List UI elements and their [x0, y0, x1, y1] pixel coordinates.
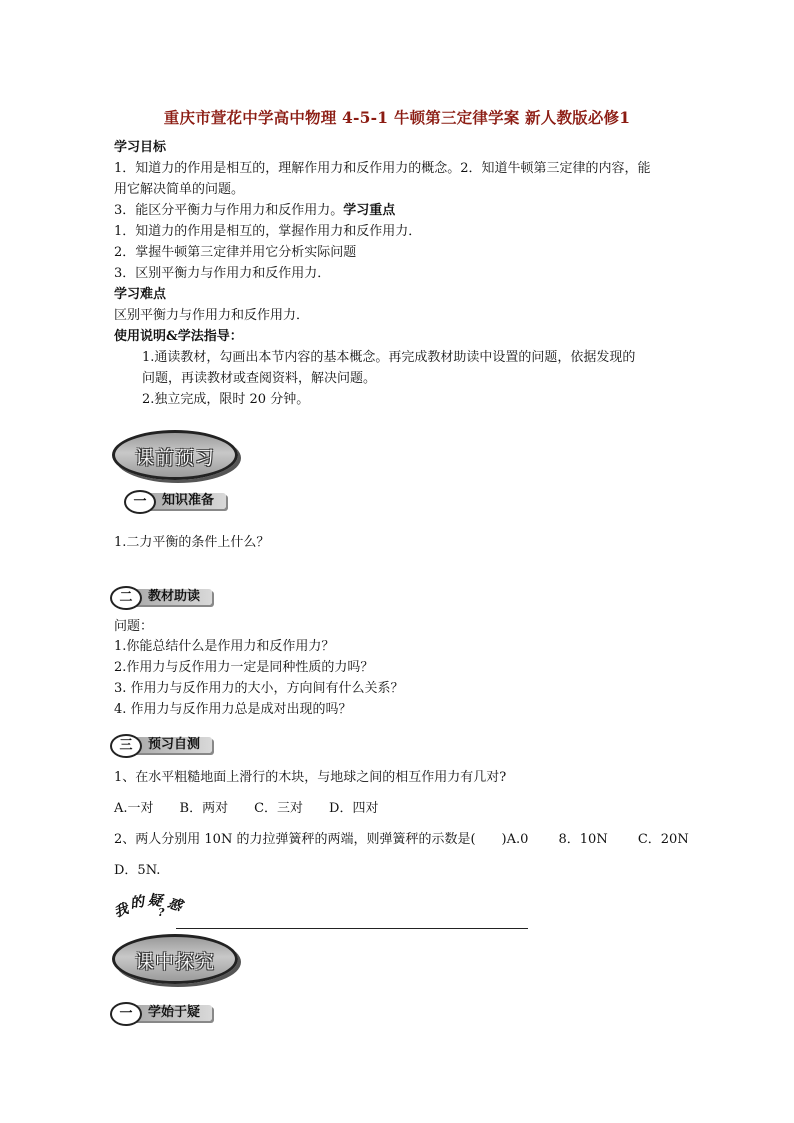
doubt-char-4: 惑 — [165, 895, 184, 915]
usage-line-3: 2.独立完成，限时 20 分钟。 — [142, 392, 310, 407]
key-point-3: 3．区别平衡力与作用力和反作用力． — [114, 266, 331, 281]
section-badge-preview — [112, 430, 238, 480]
page-title: 重庆市萱花中学高中物理 4-5-1 牛顿第三定律学案 新人教版必修1 — [163, 108, 631, 127]
doubt-char-5: ? — [158, 906, 165, 919]
section-badge-explore — [112, 934, 238, 984]
doubt-char-1: 我 — [112, 901, 131, 921]
usage-line-1: 1.通读教材，勾画出本节内容的基本概念。再完成教材助读中设置的问题，依据发现的 — [142, 350, 636, 365]
sub-badge-self-test-label: 预习自测 — [132, 737, 212, 753]
my-doubts-wordart — [114, 890, 194, 920]
sub-badge-reading-label: 教材助读 — [132, 589, 212, 605]
usage-heading: 使用说明&学法指导： — [114, 329, 243, 344]
questions-label: 问题： — [114, 619, 154, 634]
doubt-char-2: 的 — [128, 893, 146, 913]
sub-badge-question-start-num: 一 — [110, 1002, 142, 1026]
reading-question-4: 4. 作用力与反作用力总是成对出现的吗？ — [114, 702, 352, 717]
difficulty-text: 区别平衡力与作用力和反作用力． — [114, 308, 310, 323]
sub-badge-reading — [110, 586, 230, 610]
sub-badge-knowledge — [124, 490, 244, 514]
sub-badge-self-test-num: 三 — [110, 734, 142, 758]
goals-line-3-text: 3．能区分平衡力与作用力和反作用力。 — [114, 203, 344, 218]
self-test-question-2-cont: D．5N. — [114, 863, 161, 878]
prep-question-1: 1.二力平衡的条件上什么？ — [114, 535, 270, 550]
difficulty-heading: 学习难点 — [114, 287, 167, 302]
sub-badge-knowledge-label: 知识准备 — [146, 493, 226, 509]
sub-badge-question-start — [110, 1002, 230, 1026]
reading-question-3: 3. 作用力与反作用力的大小，方向间有什么关系？ — [114, 681, 404, 696]
self-test-question-1: 1、在水平粗糙地面上滑行的木块，与地球之间的相互作用力有几对? — [114, 770, 507, 785]
goals-heading: 学习目标 — [114, 140, 167, 155]
reading-question-2: 2.作用力与反作用力一定是同种性质的力吗？ — [114, 660, 374, 675]
sub-badge-question-start-label: 学始于疑 — [132, 1005, 212, 1021]
section-badge-explore-label: 课中探究 — [134, 951, 215, 973]
goals-line-1: 1．知道力的作用是相互的，理解作用力和反作用力的概念。2．知道牛顿第三定律的内容，能 — [114, 161, 651, 176]
self-test-question-2: 2、两人分别用 10N 的力拉弹簧秤的两端，则弹簧秤的示数是( )A.0 8．10N C．20N — [114, 832, 689, 847]
goals-line-3 — [114, 201, 395, 221]
sub-badge-knowledge-num: 一 — [124, 490, 156, 514]
usage-line-2: 问题，再读教材或查阅资料，解决问题。 — [142, 371, 377, 386]
self-test-options-1: A.一对 B．两对 C．三对 D．四对 — [114, 801, 379, 816]
reading-question-1: 1.你能总结什么是作用力和反作用力？ — [114, 639, 335, 654]
goals-line-2: 用它解决简单的问题。 — [114, 182, 245, 197]
section-badge-preview-label: 课前预习 — [134, 447, 215, 469]
doubt-char-3: 疑 — [147, 892, 163, 910]
key-point-2: 2．掌握牛顿第三定律并用它分析实际问题 — [114, 245, 357, 260]
key-points-heading: 学习重点 — [343, 203, 396, 218]
doubt-answer-line — [176, 928, 528, 929]
key-point-1: 1．知道力的作用是相互的，掌握作用力和反作用力． — [114, 224, 422, 239]
sub-badge-self-test — [110, 734, 230, 758]
sub-badge-reading-num: 二 — [110, 586, 142, 610]
